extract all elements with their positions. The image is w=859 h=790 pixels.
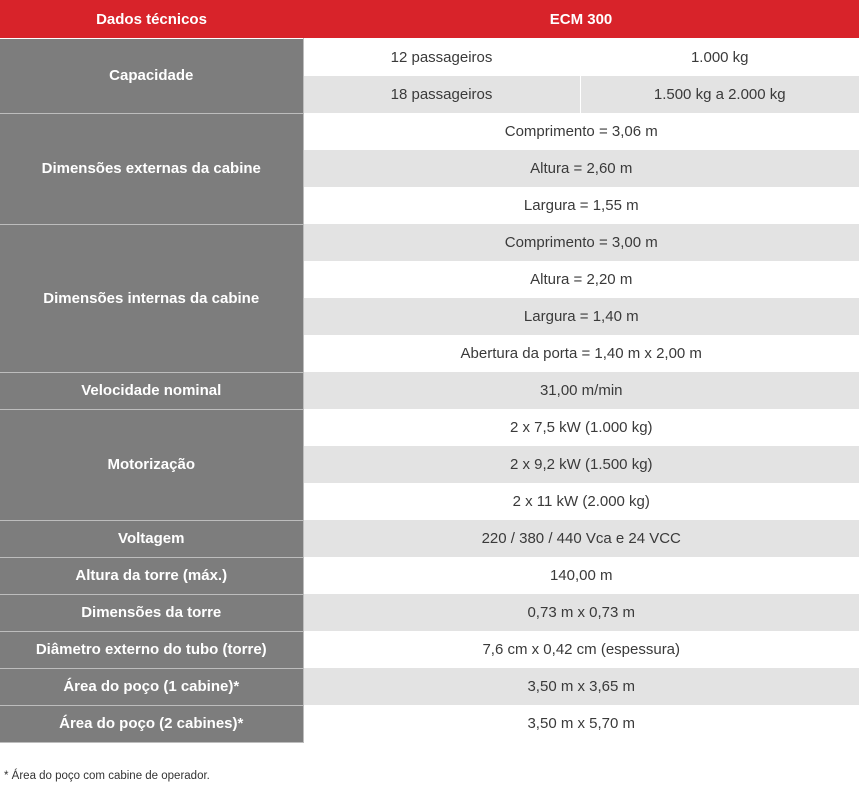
table-cell: Altura = 2,60 m xyxy=(303,150,859,187)
table-cell: 3,50 m x 5,70 m xyxy=(303,705,859,742)
row-label-dimensoes-externas: Dimensões externas da cabine xyxy=(0,113,303,224)
table-row xyxy=(0,705,859,742)
row-label-area-1-cabine: Área do poço (1 cabine)* xyxy=(0,668,303,705)
table-row xyxy=(0,409,859,446)
table-row xyxy=(0,557,859,594)
table-cell: Largura = 1,40 m xyxy=(303,298,859,335)
footnote: * Área do poço com cabine de operador. xyxy=(4,770,210,782)
table-cell: 1.500 kg a 2.000 kg xyxy=(580,76,859,113)
header-ecm-300: ECM 300 xyxy=(303,0,859,39)
table-cell: 31,00 m/min xyxy=(303,372,859,409)
row-label-voltagem: Voltagem xyxy=(0,520,303,557)
table-row xyxy=(0,520,859,557)
table-row xyxy=(0,224,859,261)
table-cell: 2 x 7,5 kW (1.000 kg) xyxy=(303,409,859,446)
table-cell: 12 passageiros xyxy=(303,39,580,77)
table-cell: 2 x 11 kW (2.000 kg) xyxy=(303,483,859,520)
row-label-area-2-cabines: Área do poço (2 cabines)* xyxy=(0,705,303,742)
table-cell: 18 passageiros xyxy=(303,76,580,113)
row-label-motorizacao: Motorização xyxy=(0,409,303,520)
table-row xyxy=(0,39,859,77)
table-cell: 7,6 cm x 0,42 cm (espessura) xyxy=(303,631,859,668)
table-cell: Largura = 1,55 m xyxy=(303,187,859,224)
table-cell: Comprimento = 3,00 m xyxy=(303,224,859,261)
row-label-diametro: Diâmetro externo do tubo (torre) xyxy=(0,631,303,668)
table-cell: 0,73 m x 0,73 m xyxy=(303,594,859,631)
table-row xyxy=(0,668,859,705)
table-cell: 140,00 m xyxy=(303,557,859,594)
row-label-dimensoes-torre: Dimensões da torre xyxy=(0,594,303,631)
table-cell: 1.000 kg xyxy=(580,39,859,77)
table-row xyxy=(0,631,859,668)
table-cell: 2 x 9,2 kW (1.500 kg) xyxy=(303,446,859,483)
table-cell: 220 / 380 / 440 Vca e 24 VCC xyxy=(303,520,859,557)
row-label-dimensoes-internas: Dimensões internas da cabine xyxy=(0,224,303,372)
row-label-altura-torre: Altura da torre (máx.) xyxy=(0,557,303,594)
row-label-capacidade: Capacidade xyxy=(0,39,303,114)
table-row xyxy=(0,594,859,631)
table-row xyxy=(0,372,859,409)
row-label-velocidade: Velocidade nominal xyxy=(0,372,303,409)
table-cell: 3,50 m x 3,65 m xyxy=(303,668,859,705)
header-dados-tecnicos: Dados técnicos xyxy=(0,0,303,39)
table-cell: Abertura da porta = 1,40 m x 2,00 m xyxy=(303,335,859,372)
table-row xyxy=(0,113,859,150)
table-header-row xyxy=(0,0,859,39)
table-cell: Comprimento = 3,06 m xyxy=(303,113,859,150)
table-cell: Altura = 2,20 m xyxy=(303,261,859,298)
